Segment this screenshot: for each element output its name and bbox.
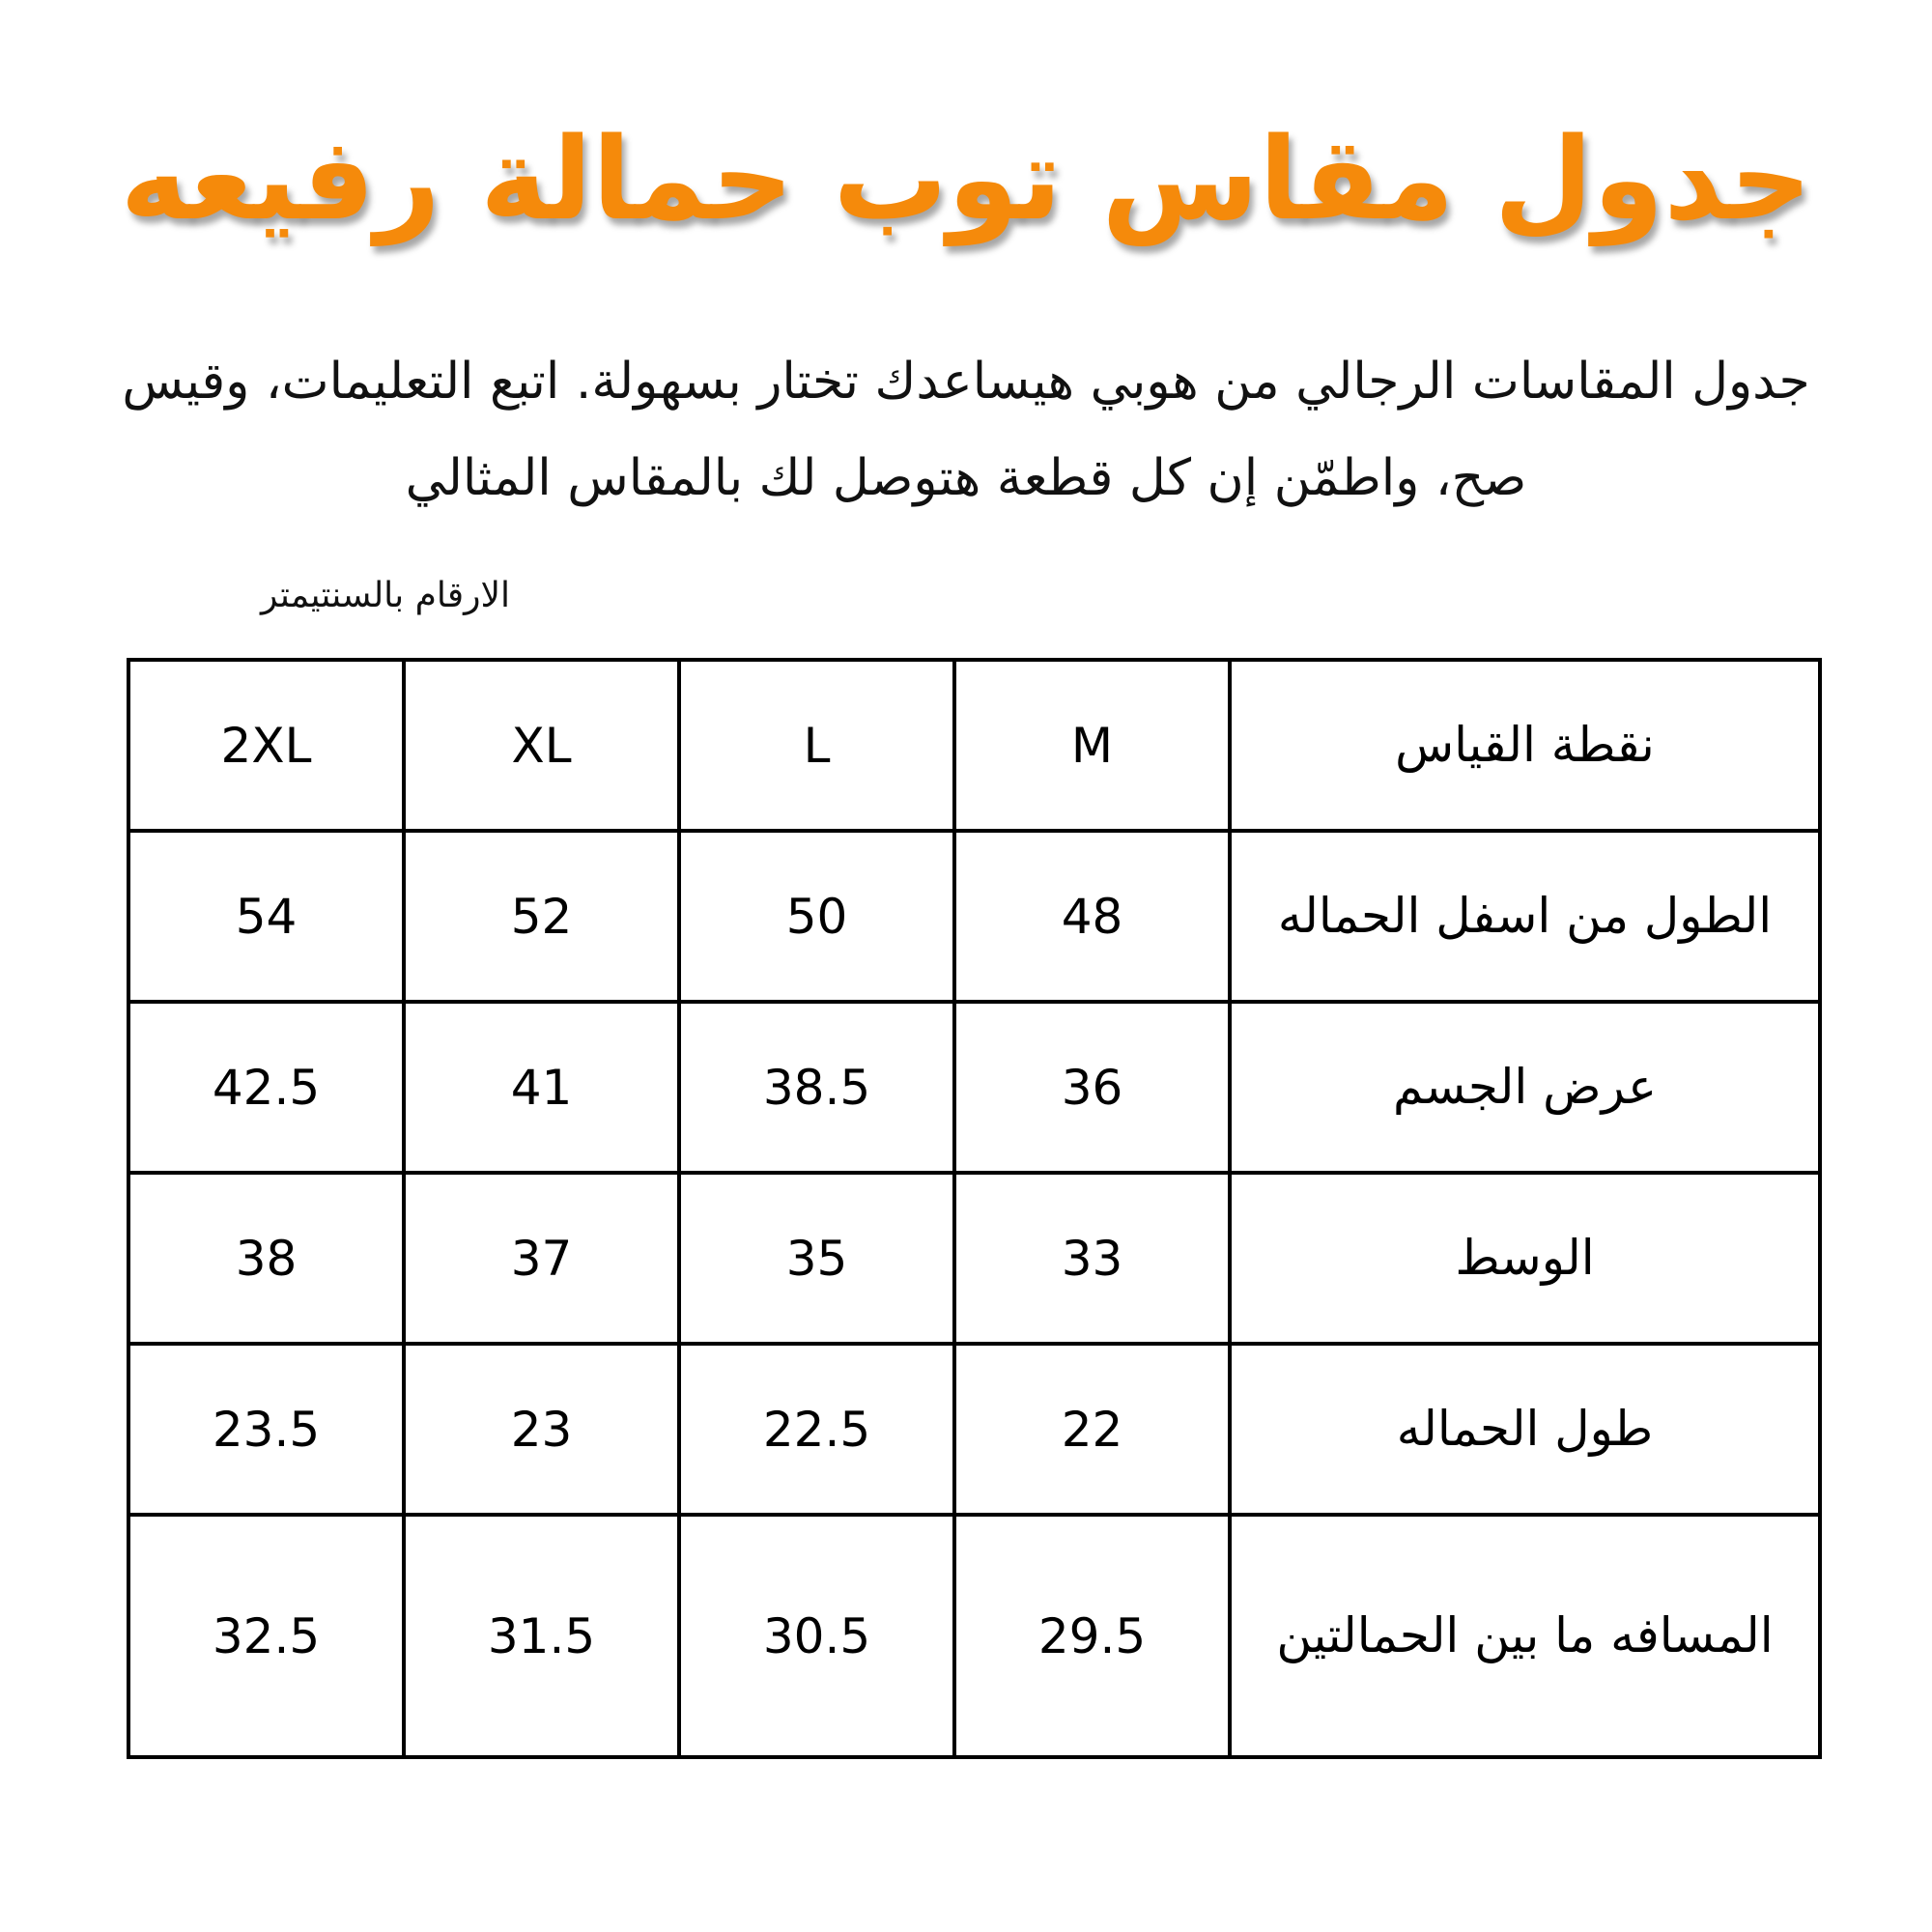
table-cell-value: 41: [404, 1002, 679, 1173]
table-cell-value: 52: [404, 831, 679, 1002]
table-row: [128, 1515, 1820, 1757]
header-cell-label: نقطة القياس: [1230, 660, 1820, 831]
table-cell-value: 42.5: [128, 1002, 404, 1173]
table-cell-label: الوسط: [1230, 1173, 1820, 1344]
table-cell-value: 54: [128, 831, 404, 1002]
table-cell-value: 50: [679, 831, 954, 1002]
table-cell-value: 48: [954, 831, 1230, 1002]
table-cell-value: 36: [954, 1002, 1230, 1173]
unit-note: الارقام بالسنتيمتر: [260, 576, 510, 615]
table-row: [128, 1344, 1820, 1515]
header-cell-size: L: [679, 660, 954, 831]
table-cell-label: الطول من اسفل الحماله: [1230, 831, 1820, 1002]
table-cell-value: 38.5: [679, 1002, 954, 1173]
table-cell-value: 33: [954, 1173, 1230, 1344]
table-cell-label: طول الحماله: [1230, 1344, 1820, 1515]
description-text: جدول المقاسات الرجالي من هوبي هيساعدك تختار بسهولة. اتبع التعليمات، وقيس صح، واطمّن إن كل قطعة هتوصل لك بالمقاس المثالي: [122, 353, 1810, 507]
table-cell-value: 35: [679, 1173, 954, 1344]
table-cell-value: 32.5: [128, 1515, 404, 1757]
table-cell-value: 37: [404, 1173, 679, 1344]
table-cell-value: 30.5: [679, 1515, 954, 1757]
table-cell-value: 23: [404, 1344, 679, 1515]
table-header-row: [128, 660, 1820, 831]
table-cell-label: عرض الجسم: [1230, 1002, 1820, 1173]
header-cell-size: M: [954, 660, 1230, 831]
header-cell-size: 2XL: [128, 660, 404, 831]
size-chart-table: [127, 658, 1822, 1759]
table-row: [128, 1173, 1820, 1344]
table-cell-label: المسافه ما بين الحمالتين: [1230, 1515, 1820, 1757]
table-cell-value: 22: [954, 1344, 1230, 1515]
table-row: [128, 1002, 1820, 1173]
table-cell-value: 29.5: [954, 1515, 1230, 1757]
header-cell-size: XL: [404, 660, 679, 831]
table-cell-value: 31.5: [404, 1515, 679, 1757]
table-cell-value: 22.5: [679, 1344, 954, 1515]
page-title: جدول مقاس توب حمالة رفيعه: [120, 112, 1812, 245]
table-row: [128, 831, 1820, 1002]
table-cell-value: 38: [128, 1173, 404, 1344]
table-cell-value: 23.5: [128, 1344, 404, 1515]
